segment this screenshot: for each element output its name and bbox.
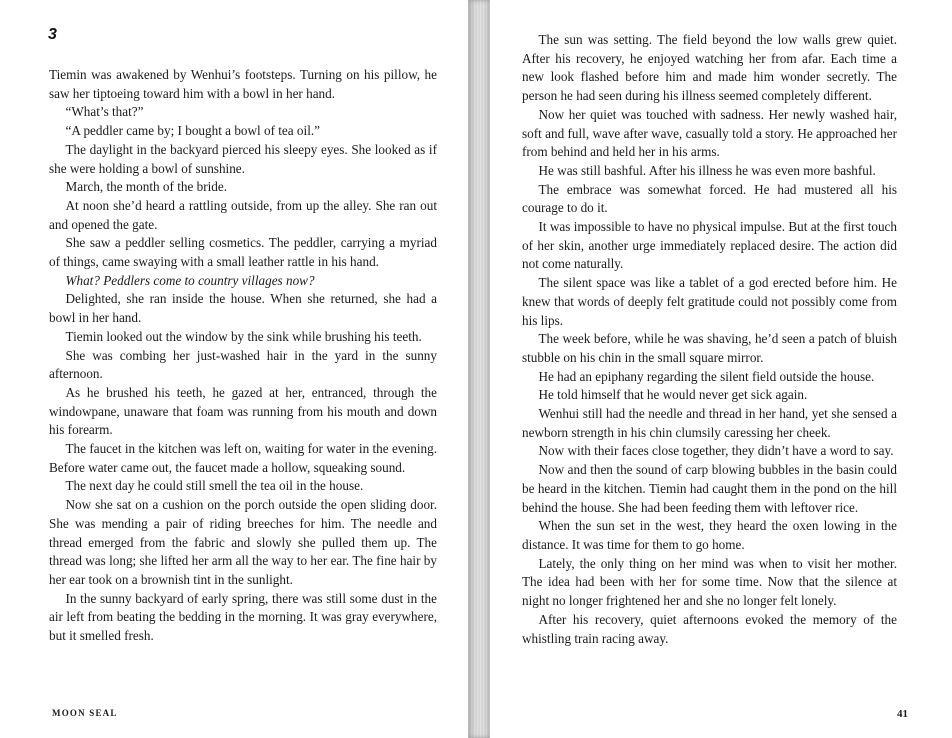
paragraph: As he brushed his teeth, he gazed at her, entranced, through the windowpane, unaware that foam was running from his mouth and down his forearm. — [49, 384, 437, 438]
paragraph: He told himself that he would never get sick again. — [538, 387, 808, 403]
paragraph: Now with their faces close together, they didn’t have a word to say. — [538, 443, 894, 459]
paragraph: It was impossible to have no physical impulse. But at the first touch of her skin, another urge immediately replaced desire. The action did not come naturally. — [522, 219, 897, 272]
paragraph: The sun was setting. The field beyond the low walls grew quiet. After his recovery, he enjoyed watching her from afar. Each time a new look flashed before him and made him wonder secretly. The person he had seen during his illness seemed completely different. — [522, 32, 897, 104]
paragraph: Now and then the sound of carp blowing bubbles in the basin could be heard in the kitchen. Tiemin had caught them in the pond on the hill behind the house. She had been feeding them with leftover rice. — [522, 462, 897, 515]
paragraph: She saw a peddler selling cosmetics. The peddler, carrying a myriad of things, came swaying with a small leather rattle in his hand. — [49, 235, 437, 270]
paragraph: March, the month of the bride. — [65, 179, 228, 195]
paragraph: The next day he could still smell the tea oil in the house. — [65, 478, 364, 494]
paragraph: The embrace was somewhat forced. He had mustered all his courage to do it. — [522, 181, 897, 216]
page-number: 41 — [897, 708, 908, 720]
paragraph: He was still bashful. After his illness he was even more bashful. — [538, 162, 876, 178]
right-page — [490, 0, 952, 738]
right-body-text — [522, 31, 897, 648]
paragraph: Tiemin was awakened by Wenhui’s footsteps. Turning on his pillow, he saw her tiptoeing toward him with a bowl in her hand. — [49, 67, 437, 101]
paragraph: When the sun set in the west, they heard the oxen lowing in the distance. It was time for them to go home. — [522, 518, 897, 552]
left-body-text — [49, 66, 437, 646]
paragraph: After his recovery, quiet afternoons evoked the memory of the whistling train racing away. — [522, 611, 897, 646]
paragraph: “What’s that?” — [65, 104, 144, 120]
paragraph: The daylight in the backyard pierced his sleepy eyes. She looked as if she were holding a bowl of sunshine. — [49, 141, 437, 176]
paragraph: At noon she’d heard a rattling outside, from up the alley. She ran out and opened the gate. — [49, 197, 437, 232]
paragraph: Now she sat on a cushion on the porch outside the open sliding door. She was mending a pair of riding breeches for him. The needle and thread emerged from the fabric and slowly she pulled them up. The thread was long; she lifted her arm all the way to her ear. The fine hair by her ear took on a brownish tint in the sunlight. — [49, 497, 437, 587]
chapter-number: 3 — [48, 26, 57, 43]
paragraph: Wenhui still had the needle and thread in her hand, yet she sensed a newborn strength in his chin clumsily caressing her cheek. — [522, 406, 897, 440]
paragraph: What? Peddlers come to country villages now? — [65, 272, 315, 288]
paragraph: “A peddler came by; I bought a bowl of tea oil.” — [65, 123, 321, 139]
paragraph: He had an epiphany regarding the silent field outside the house. — [538, 368, 875, 384]
paragraph: Lately, the only thing on her mind was when to visit her mother. The idea had been with her for some time. Now that the silence at night no longer frightened her and she no longer felt lonely. — [522, 555, 897, 609]
paragraph: The week before, while he was shaving, he’d seen a patch of bluish stubble on his chin in the small square mirror. — [522, 331, 897, 365]
paragraph: She was combing her just-washed hair in the yard in the sunny afternoon. — [49, 347, 437, 382]
running-footer-title: MOON SEAL — [52, 708, 118, 718]
paragraph: Now her quiet was touched with sadness. Her newly washed hair, soft and full, wave after wave, casually told a story. He approached her from behind and held her in his arms. — [522, 106, 897, 160]
book-gutter — [468, 0, 490, 738]
left-page — [0, 0, 468, 738]
paragraph: The faucet in the kitchen was left on, waiting for water in the evening. Before water came out, the faucet made a hollow, squeaking sound. — [49, 441, 437, 475]
paragraph: The silent space was like a tablet of a god erected before him. He knew that words of deeply felt gratitude could not possibly come from his lips. — [522, 275, 897, 328]
paragraph: Tiemin looked out the window by the sink while brushing his teeth. — [65, 328, 422, 344]
paragraph: Delighted, she ran inside the house. When she returned, she had a bowl in her hand. — [49, 291, 437, 326]
paragraph: In the sunny backyard of early spring, there was still some dust in the air left from beating the bedding in the morning. It was gray everywhere, but it smelled fresh. — [49, 590, 437, 644]
